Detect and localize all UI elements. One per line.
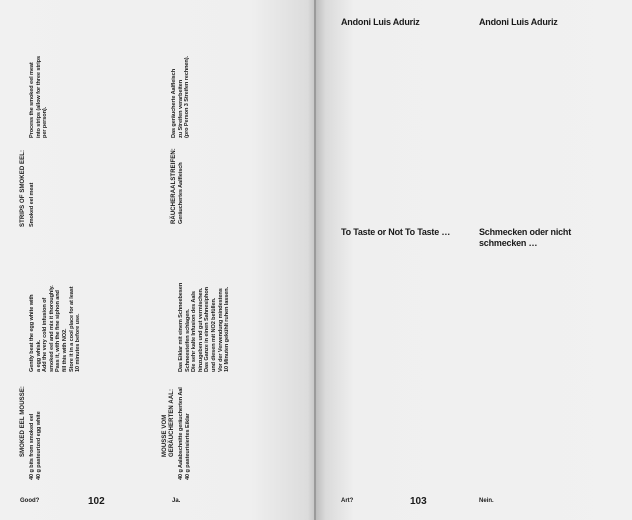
folio-left: Good?: [20, 498, 40, 504]
streifen-heading: RÄUCHERAALSTREIFEN:: [171, 148, 177, 224]
page-number: 102: [88, 496, 105, 507]
strips-ingredients: Smoked eel meat: [29, 182, 35, 227]
streifen-method: Das geräucherte Aalfleisch zu Streifen verarbeiten (pro Person 3 Streifen rechnen).: [171, 56, 191, 138]
title-english: To Taste or Not To Taste …: [341, 227, 451, 237]
folio-left: Art?: [341, 498, 354, 504]
folio-right: Ja.: [172, 498, 181, 504]
smoked-eel-mousse-heading: SMOKED EEL MOUSSE:: [20, 385, 26, 457]
running-header-left: Andoni Luis Aduriz: [341, 17, 420, 27]
smoked-eel-mousse-method: Gently beat the egg white with a egg whisk. Add the very cold infusion of smoked eel and mix it thoroughly. Pass it, with the fine siphon and fill this with NO2. Store it in a cool place for at least 10 minutes before use.: [29, 285, 82, 372]
strips-heading: STRIPS OF SMOKED EEL:: [20, 149, 26, 227]
mousse-method: Das Eiklar mit einem Schneebesen Schneesteifen schlagen. Die sehr kalte Infusion des Aals hinzugeben und gut vermischen. Das Ganze in einen Sahnesiphon und diesen mit NO2 befüllen. Vor der Verwendung mindestens 10 Minuten gekühlt ruhen lassen.: [178, 282, 231, 372]
streifen-ingredients: Geräuchertes Aalfleisch: [178, 162, 184, 224]
running-header-right: Andoni Luis Aduriz: [479, 17, 558, 27]
page-number: 103: [410, 496, 427, 507]
title-german: Schmecken oder nicht schmecken …: [479, 227, 572, 248]
mousse-ingredients: 40 g Aalabschnitte geräucherten Aal 40 g pasteurisiertes Eiklar: [178, 387, 191, 480]
left-page: [0, 0, 314, 520]
strips-method: Process the smoked eel meat into strips (allow for three strips per person).: [29, 56, 49, 138]
mousse-heading: MOUSSE VOM GERÄUCHERTEN AAL:: [162, 388, 175, 457]
folio-right: Nein.: [479, 498, 494, 504]
right-page: [316, 0, 632, 520]
smoked-eel-mousse-ingredients: 40 g bits from smoked eel 40 g pasteurized egg white: [29, 411, 42, 480]
